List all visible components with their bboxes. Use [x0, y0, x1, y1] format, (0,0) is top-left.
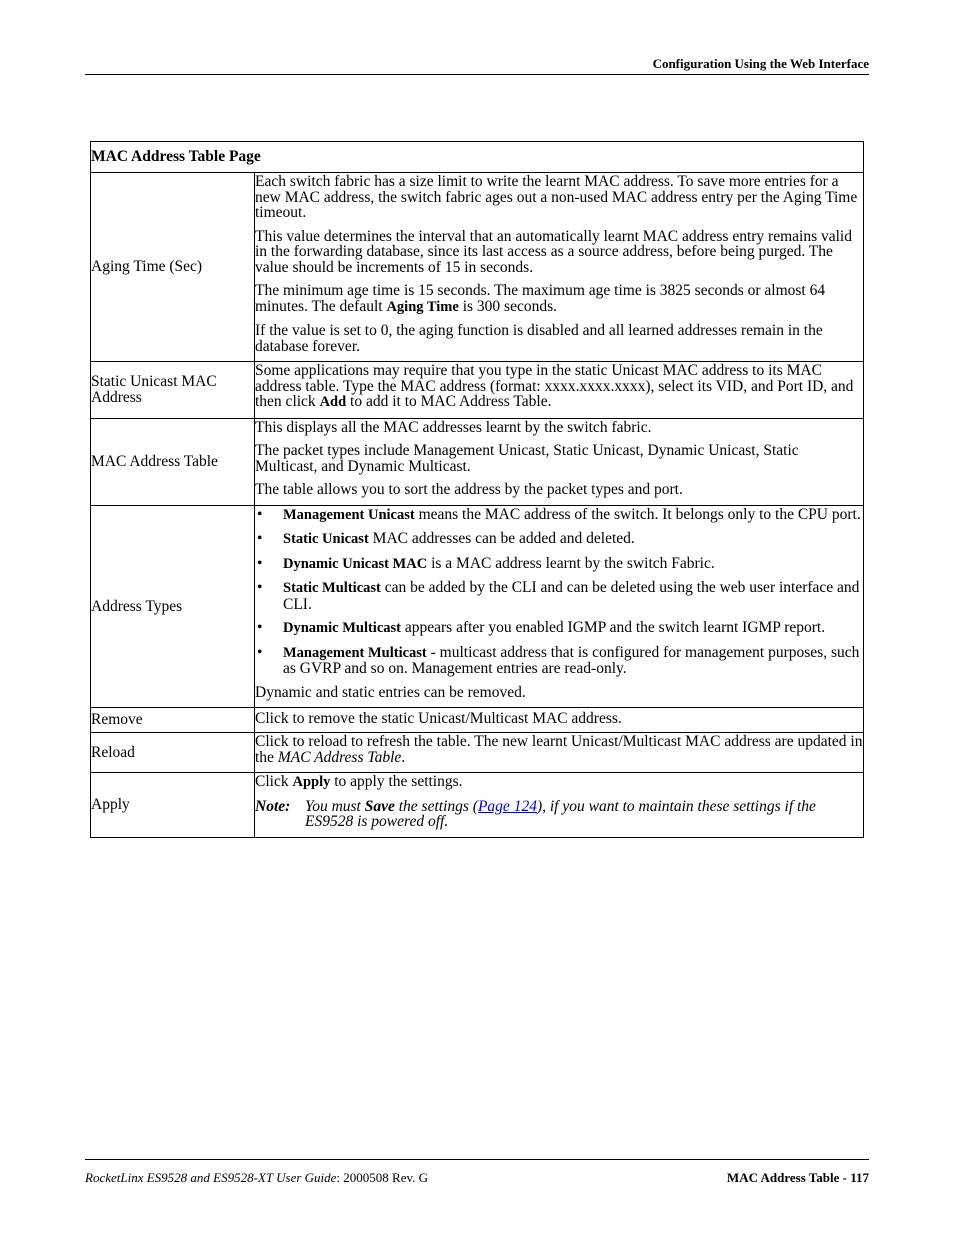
address-type-name: Management Multicast — [283, 644, 427, 661]
footer-page-label: MAC Address Table - 117 — [726, 1170, 869, 1185]
row-label-apply: Apply — [91, 773, 255, 838]
note-text-c: ), if you want to maintain these settings if the ES9528 is powered off. — [305, 797, 816, 830]
aging-p3-text-a: The minimum age time is 15 seconds. The maximum age time is 3825 seconds or almost 64 minutes. The default — [255, 282, 826, 315]
list-item — [255, 531, 863, 548]
row-label-mac-address-table: MAC Address Table — [91, 418, 255, 505]
bullet-icon: • — [257, 505, 263, 523]
table-row-remove — [91, 708, 864, 733]
remove-paragraph: Click to remove the static Unicast/Multicast MAC address. — [255, 709, 622, 727]
row-desc-mac-address-table — [255, 418, 864, 505]
row-label-aging-time: Aging Time (Sec) — [91, 173, 255, 362]
address-type-desc: - multicast address that is configured for management purposes, such as GVRP and so on. Management entries are read-only. — [283, 643, 860, 677]
address-type-name: Static Unicast — [283, 531, 369, 547]
row-label-address-types: Address Types — [91, 505, 255, 708]
list-item — [255, 645, 863, 677]
footer-revision: : 2000508 Rev. G — [336, 1170, 429, 1185]
aging-paragraph-4: If the value is set to 0, the aging function is disabled and all learned addresses remain in the database forever. — [255, 322, 823, 355]
row-desc-apply — [255, 773, 864, 838]
address-type-name: Dynamic Multicast — [283, 620, 401, 636]
list-item — [255, 620, 863, 637]
address-type-desc: means the MAC address of the switch. It belongs only to the CPU port. — [414, 505, 861, 523]
address-types-list — [255, 507, 863, 677]
aging-p3-bold: Aging Time — [386, 298, 459, 315]
mac-table-paragraph-1: This displays all the MAC addresses learnt by the switch fabric. — [255, 418, 652, 436]
static-unicast-paragraph — [255, 363, 863, 411]
static-unicast-bold-add: Add — [319, 394, 347, 410]
row-desc-static-unicast — [255, 362, 864, 419]
reload-text-b: . — [401, 748, 406, 766]
address-type-desc: appears after you enabled IGMP and the switch learnt IGMP report. — [401, 619, 826, 636]
table-row-mac-address-table — [91, 418, 864, 505]
header-rule — [85, 74, 869, 75]
static-unicast-text-a: Some applications may require that you type in the static Unicast MAC address to its MAC address table. Type the MAC address (format: xxxx.xxxx.xxxx), select its VID, and Port ID, and then click — [255, 362, 854, 410]
list-item — [255, 507, 863, 524]
list-item — [255, 556, 863, 573]
table-row-aging-time — [91, 173, 864, 362]
table-row-address-types — [91, 505, 864, 708]
apply-note — [255, 799, 863, 830]
table-row-static-unicast — [91, 362, 864, 419]
row-desc-address-types — [255, 505, 864, 708]
address-type-desc: is a MAC address learnt by the switch Fabric. — [427, 554, 715, 572]
row-desc-reload — [255, 733, 864, 773]
note-label: Note: — [255, 797, 291, 815]
reload-text-a: Click to reload to refresh the table. The new learnt Unicast/Multicast MAC address are updated in the — [255, 733, 863, 766]
note-bold-save: Save — [364, 797, 395, 815]
table-title: MAC Address Table Page — [91, 142, 864, 173]
aging-paragraph-2: This value determines the interval that an automatically learnt MAC address entry remains valid in the forwarding database, since its last access as a source address, before being purged. The value should be increments of 15 in seconds. — [255, 227, 852, 276]
row-label-static-unicast: Static Unicast MAC Address — [91, 362, 255, 419]
table-title-row — [91, 142, 864, 173]
mac-table-paragraph-2: The packet types include Management Unicast, Static Unicast, Dynamic Unicast, Static Multicast, and Dynamic Multicast. — [255, 442, 799, 475]
static-unicast-text-b: to add it to MAC Address Table. — [346, 393, 552, 410]
list-item — [255, 580, 863, 612]
row-label-remove: Remove — [91, 708, 255, 733]
bullet-icon: • — [257, 619, 263, 636]
apply-bold: Apply — [292, 774, 331, 790]
address-type-desc: can be added by the CLI and can be deleted using the web user interface and CLI. — [283, 579, 860, 613]
mac-table-paragraph-3: The table allows you to sort the address by the packet types and port. — [255, 481, 683, 498]
apply-text-a: Click — [255, 773, 293, 790]
reload-paragraph — [255, 734, 863, 765]
aging-paragraph-3 — [255, 283, 863, 315]
address-types-footer-text: Dynamic and static entries can be removed. — [255, 683, 526, 701]
note-text-b: the settings ( — [394, 797, 478, 815]
bullet-icon: • — [257, 530, 263, 547]
table-row-apply — [91, 773, 864, 838]
mac-address-table-page-table — [90, 141, 864, 838]
apply-text-b: to apply the settings. — [330, 773, 463, 790]
address-type-name: Management Unicast — [283, 506, 415, 523]
note-text-a: You must — [305, 797, 365, 815]
row-desc-aging-time — [255, 173, 864, 362]
page-124-link[interactable]: Page 124 — [477, 797, 537, 815]
footer-rule — [85, 1159, 869, 1160]
running-header: Configuration Using the Web Interface — [652, 56, 869, 71]
reload-italic: MAC Address Table — [277, 748, 402, 766]
address-type-name: Dynamic Unicast MAC — [283, 555, 428, 572]
address-type-desc: MAC addresses can be added and deleted. — [368, 530, 635, 547]
footer-document-title — [85, 1170, 428, 1186]
bullet-icon: • — [257, 554, 263, 572]
row-desc-remove — [255, 708, 864, 733]
footer-guide-name: RocketLinx ES9528 and ES9528-XT User Guide — [85, 1170, 337, 1185]
aging-p3-text-b: is 300 seconds. — [458, 297, 557, 315]
apply-paragraph — [255, 774, 863, 791]
row-label-reload: Reload — [91, 733, 255, 773]
aging-paragraph-1: Each switch fabric has a size limit to write the learnt MAC address. To save more entries for a new MAC address, the switch fabric ages out a non-used MAC address entry per the Aging Time timeout. — [255, 173, 858, 221]
address-type-name: Static Multicast — [283, 580, 381, 596]
table-row-reload — [91, 733, 864, 773]
bullet-icon: • — [257, 579, 263, 596]
bullet-icon: • — [257, 643, 263, 661]
